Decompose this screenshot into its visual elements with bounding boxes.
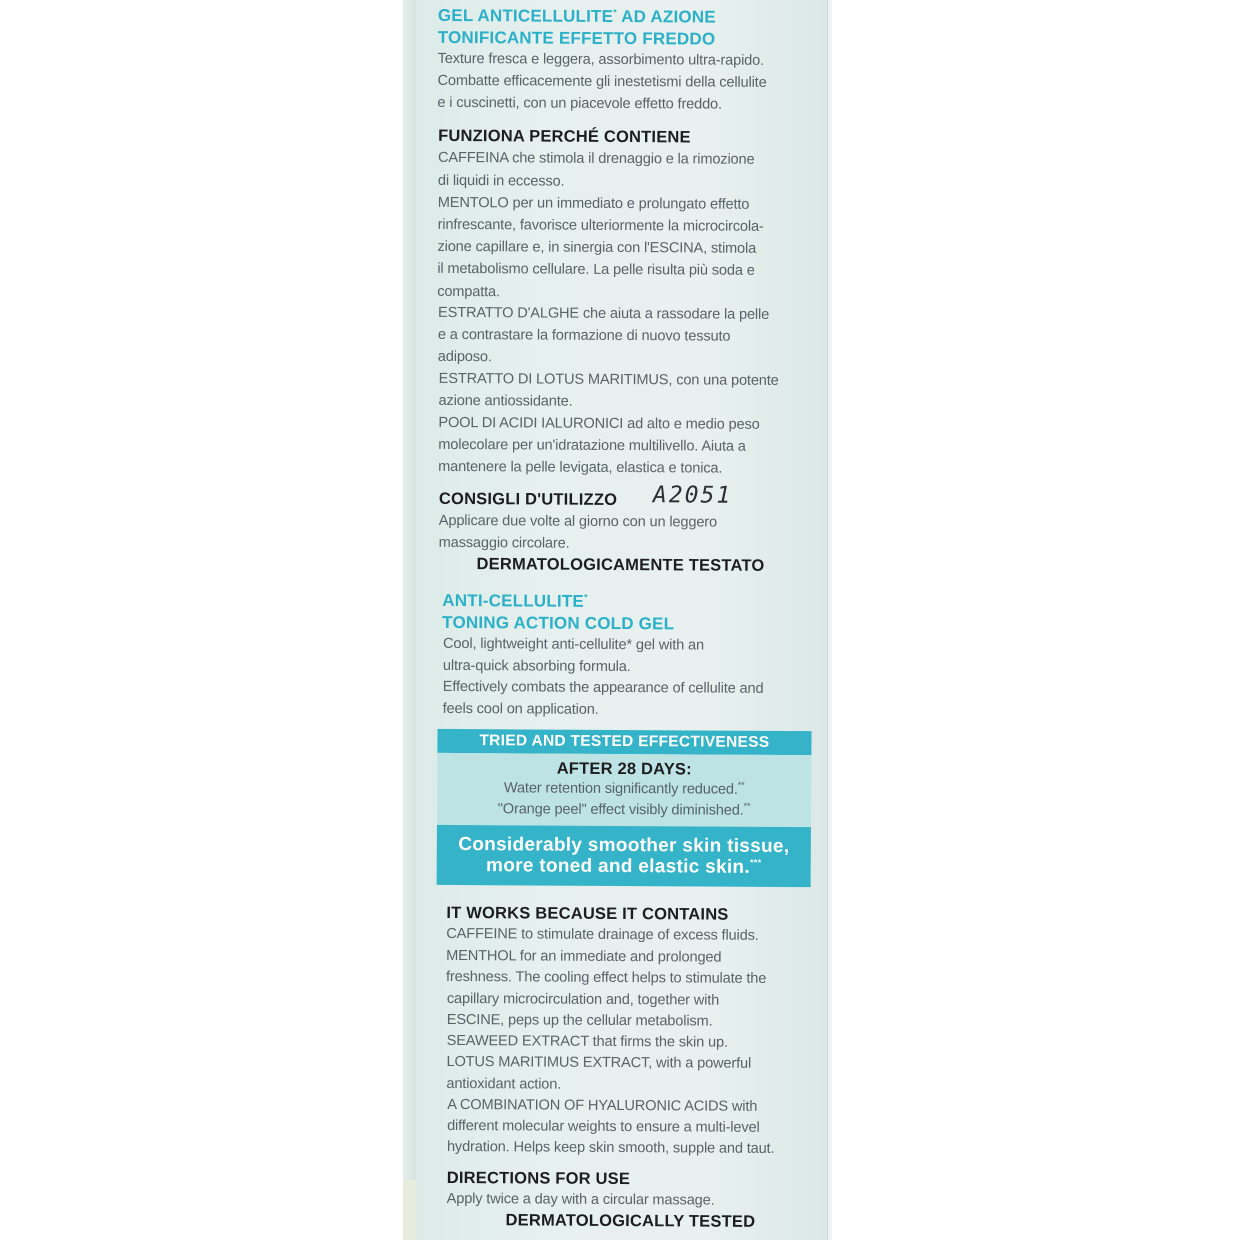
- label-content: [408, 0, 828, 1240]
- english-works-line: MENTHOL for an immediate and prolonged: [446, 947, 722, 966]
- italian-works-line: adiposo.: [437, 348, 492, 366]
- english-intro-line: Cool, lightweight anti-cellulite* gel with an: [443, 635, 705, 654]
- italian-title-line1: GEL ANTICELLULITE* AD AZIONE: [437, 5, 716, 27]
- italian-intro-line: e i cuscinetti, con un piacevole effetto freddo.: [437, 94, 723, 113]
- claim-line-2: more toned and elastic skin.***: [485, 855, 762, 878]
- italian-title-line2: TONIFICANTE EFFETTO FREDDO: [437, 27, 716, 49]
- english-directions-line: Apply twice a day with a circular massage.: [446, 1190, 715, 1209]
- english-directions-heading: DIRECTIONS FOR USE: [446, 1168, 631, 1189]
- italian-works-line: e a contrastare la formazione di nuovo tessuto: [437, 326, 731, 345]
- lot-code: A2051: [652, 482, 733, 509]
- english-works-line: hydration. Helps keep skin smooth, supple and taut.: [446, 1138, 775, 1157]
- english-works-line: freshness. The cooling effect helps to stimulate the: [445, 968, 767, 987]
- italian-directions-heading: CONSIGLI D'UTILIZZO: [438, 489, 618, 509]
- tested-band-result-2: "Orange peel" effect visibly diminished.**: [497, 800, 751, 819]
- english-intro-line: feels cool on application.: [442, 700, 599, 718]
- italian-works-line: rinfrescante, favorisce ulteriormente la microcircola-: [437, 216, 764, 235]
- tested-band-subheading: AFTER 28 DAYS:: [556, 759, 692, 779]
- italian-works-line: compatta.: [437, 283, 500, 301]
- italian-works-heading: FUNZIONA PERCHÉ CONTIENE: [438, 126, 691, 147]
- italian-intro-line: Texture fresca e leggera, assorbimento ultra-rapido.: [437, 50, 765, 69]
- italian-tested-label: DERMATOLOGICAMENTE TESTATO: [476, 555, 765, 575]
- english-title-line2: TONING ACTION COLD GEL: [442, 612, 675, 634]
- tested-band-claim: [437, 825, 811, 887]
- english-works-line: different molecular weights to ensure a multi-level: [447, 1117, 760, 1136]
- english-works-heading: IT WORKS BECAUSE IT CONTAINS: [446, 903, 729, 924]
- english-works-line: antioxidant action.: [446, 1075, 562, 1093]
- italian-intro-line: Combatte efficacemente gli inestetismi della cellulite: [437, 72, 767, 91]
- tested-band-results: [437, 753, 811, 827]
- italian-works-line: il metabolismo cellulare. La pelle risulta più soda e: [437, 260, 755, 279]
- english-tested-label: DERMATOLOGICALLY TESTED: [505, 1211, 756, 1231]
- italian-works-line: azione antiossidante.: [438, 392, 573, 410]
- italian-works-line: di liquidi in eccesso.: [437, 172, 565, 190]
- english-works-line: ESCINE, peps up the cellular metabolism.: [446, 1011, 713, 1030]
- italian-works-line: MENTOLO per un immediato e prolungato effetto: [437, 194, 750, 213]
- english-intro-line: ultra-quick absorbing formula.: [442, 657, 631, 676]
- english-intro-line: Effectively combats the appearance of cellulite and: [442, 678, 764, 697]
- english-works-line: capillary microcirculation and, together with: [446, 990, 720, 1009]
- tested-band-heading: TRIED AND TESTED EFFECTIVENESS: [437, 729, 811, 755]
- italian-works-line: mantenere la pelle levigata, elastica e tonica.: [438, 458, 723, 477]
- italian-works-line: molecolare per un'idratazione multilivello. Aiuta a: [438, 436, 746, 455]
- italian-works-line: zione capillare e, in sinergia con l'ESCINA, stimola: [437, 238, 757, 257]
- italian-works-line: ESTRATTO DI LOTUS MARITIMUS, con una potente: [438, 370, 779, 389]
- english-title-line1: ANTI-CELLULITE*: [442, 590, 588, 611]
- claim-line-1: Considerably smoother skin tissue,: [458, 834, 790, 858]
- italian-works-line: POOL DI ACIDI IALURONICI ad alto e medio peso: [438, 414, 760, 433]
- english-works-line: SEAWEED EXTRACT that firms the skin up.: [446, 1032, 728, 1051]
- english-works-line: A COMBINATION OF HYALURONIC ACIDS with: [447, 1096, 758, 1115]
- italian-directions-line: Applicare due volte al giorno con un leggero: [438, 512, 718, 531]
- box-edge-right: [828, 0, 832, 1240]
- tested-band-result-1: Water retention significantly reduced.**: [503, 779, 745, 798]
- english-works-line: CAFFEINE to stimulate drainage of excess fluids.: [446, 925, 759, 944]
- italian-works-line: CAFFEINA che stimola il drenaggio e la rimozione: [437, 149, 755, 168]
- english-works-line: LOTUS MARITIMUS EXTRACT, with a powerful: [446, 1053, 752, 1072]
- italian-works-line: ESTRATTO D'ALGHE che aiuta a rassodare la pelle: [438, 304, 770, 323]
- italian-directions-line: massaggio circolare.: [438, 534, 570, 552]
